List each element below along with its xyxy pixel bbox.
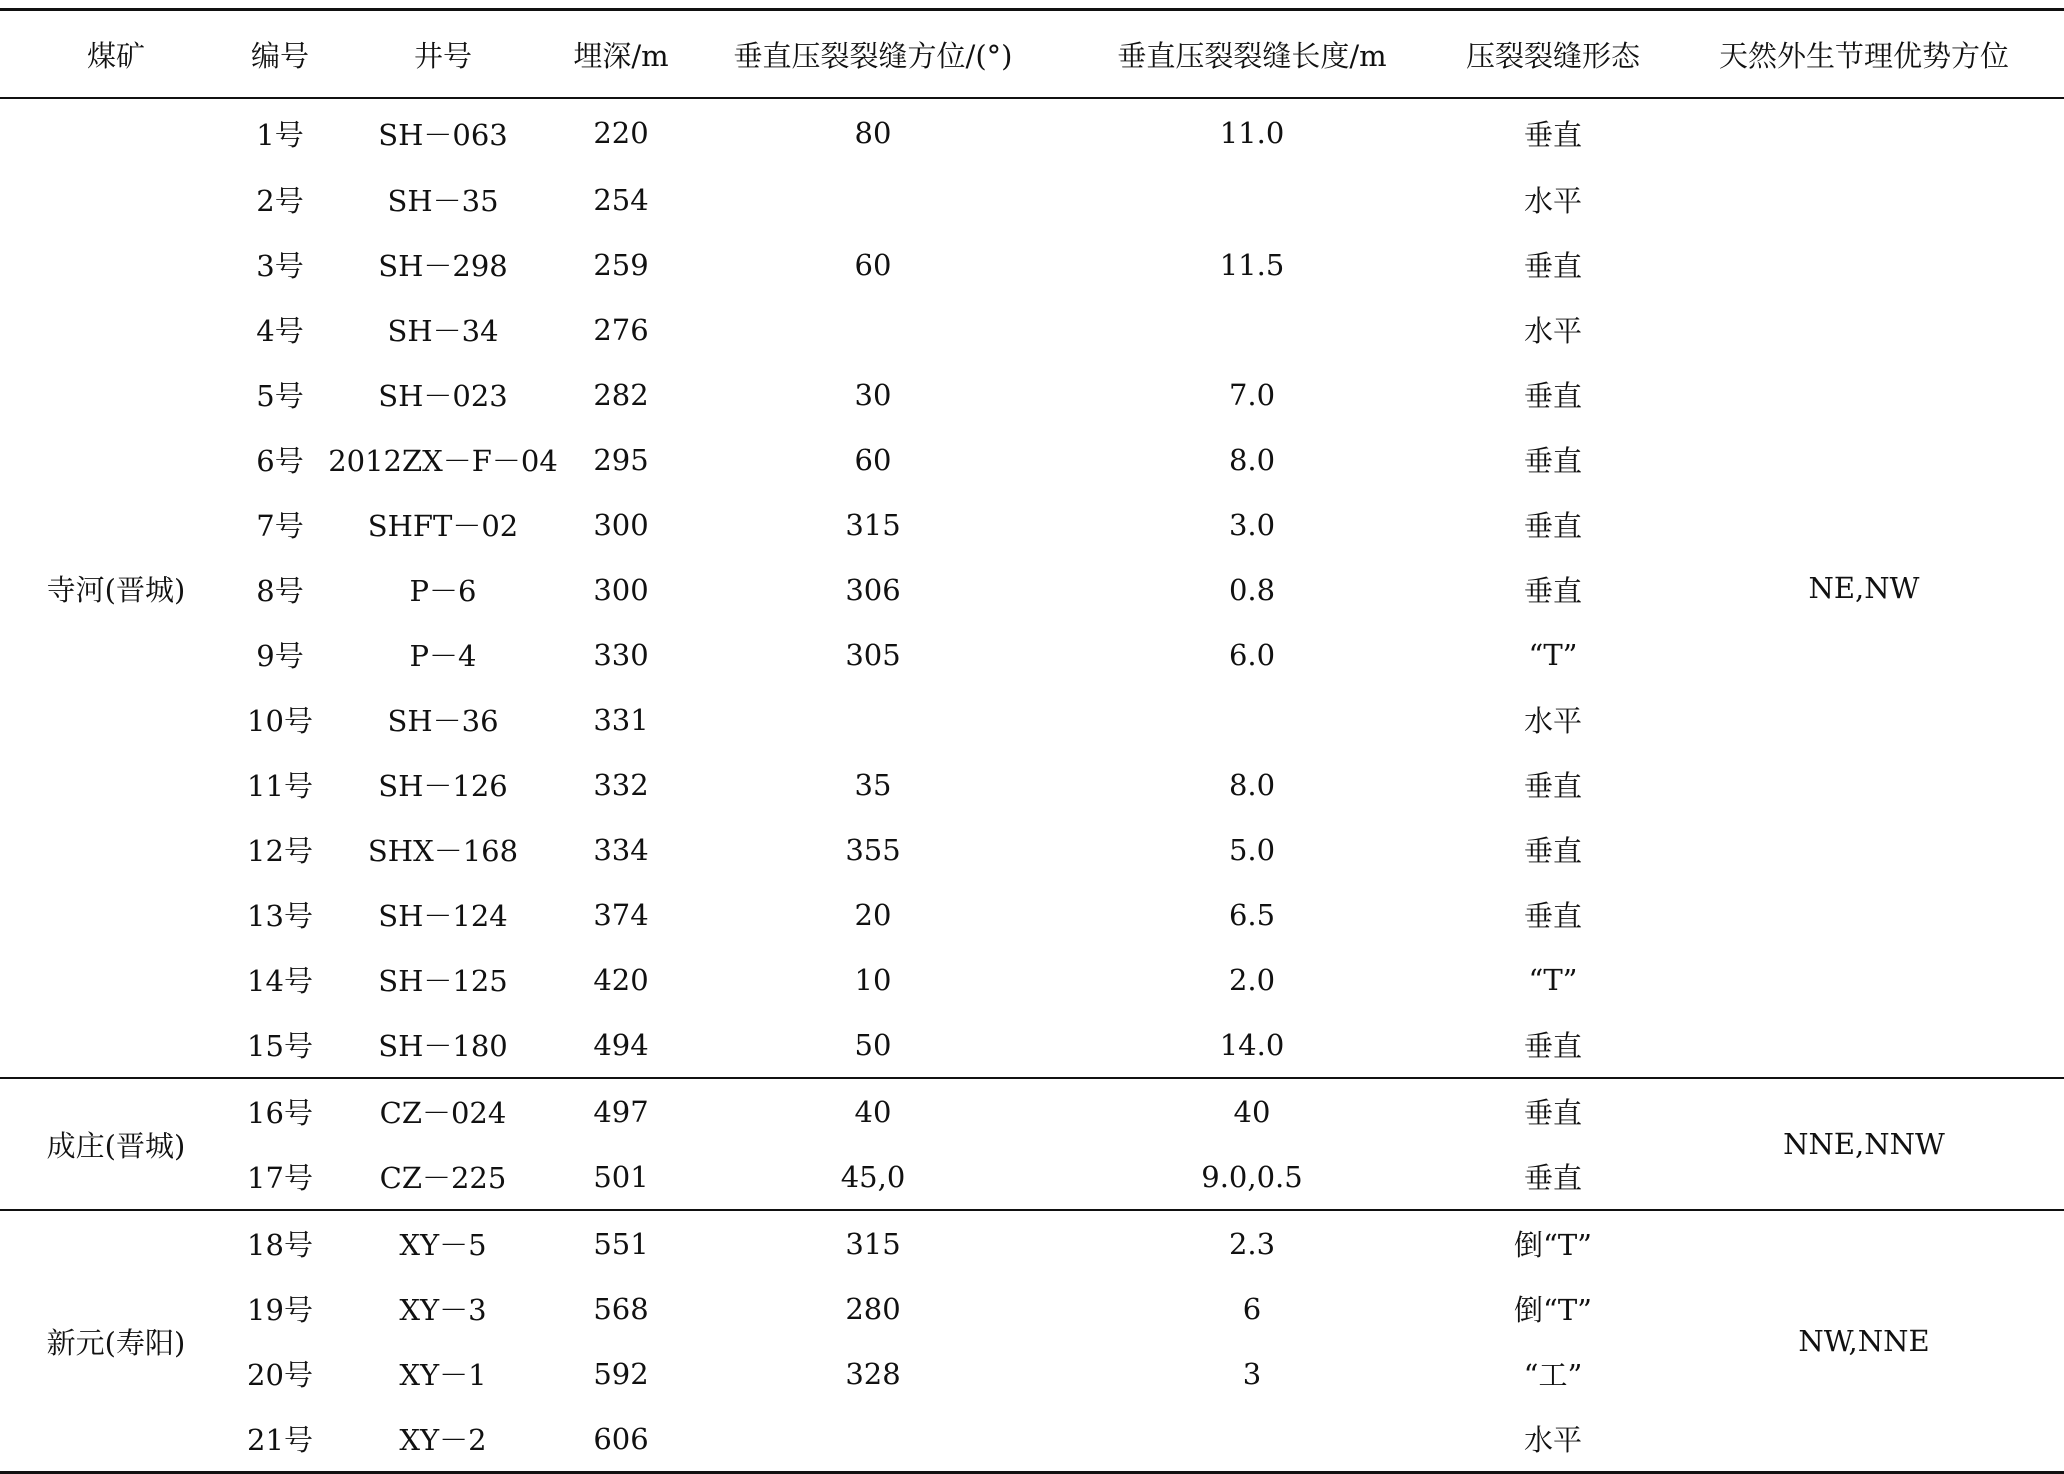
cell-fracture-azimuth: 306 bbox=[845, 572, 901, 607]
cell-fracture-length: 3 bbox=[1242, 1356, 1262, 1391]
cell-fracture-azimuth: 80 bbox=[854, 116, 892, 150]
cell-number: 9号 bbox=[256, 639, 304, 673]
cell-joint-orientation: NE,NW bbox=[1664, 98, 2064, 1078]
table-row bbox=[0, 1078, 2064, 1144]
cell-fracture-shape: 水平 bbox=[1523, 314, 1582, 348]
cell-well-id: SH－34 bbox=[387, 314, 499, 348]
cell-well-id: SH－063 bbox=[378, 117, 508, 152]
cell-fracture-length: 3.0 bbox=[1228, 507, 1276, 542]
table-body bbox=[0, 98, 2064, 1473]
cell-fracture-shape: 垂直 bbox=[1523, 117, 1582, 152]
cell-fracture-shape: 垂直 bbox=[1442, 1012, 1664, 1078]
cell-mine: 成庄(晋城) bbox=[0, 1078, 232, 1210]
cell-well-id: 2012ZX－F－04 bbox=[328, 444, 558, 478]
cell-fracture-shape: 垂直 bbox=[1523, 444, 1582, 478]
cell-depth: 300 bbox=[593, 507, 649, 542]
cell-fracture-shape: 垂直 bbox=[1523, 574, 1582, 608]
cell-fracture-length: 9.0,0.5 bbox=[1062, 1144, 1442, 1210]
cell-mine: 新元(寿阳) bbox=[0, 1210, 232, 1473]
table-header bbox=[0, 10, 2064, 99]
cell-fracture-shape: “工” bbox=[1523, 1358, 1583, 1392]
header-joint-orientation: 天然外生节理优势方位 bbox=[1664, 10, 2064, 99]
cell-fracture-azimuth: 305 bbox=[845, 637, 901, 672]
cell-fracture-azimuth: 60 bbox=[854, 247, 892, 282]
cell-depth: 420 bbox=[593, 962, 649, 997]
cell-well-id: CZ－225 bbox=[328, 1144, 558, 1210]
header-mine: 煤矿 bbox=[0, 10, 232, 99]
header-fracture-length: 垂直压裂裂缝长度/m bbox=[1062, 10, 1442, 99]
header-depth: 埋深/m bbox=[558, 10, 684, 99]
header-number: 编号 bbox=[232, 10, 328, 99]
cell-fracture-shape: “T” bbox=[1528, 962, 1578, 997]
cell-depth: 276 bbox=[593, 312, 649, 347]
table-row bbox=[0, 1210, 2064, 1276]
cell-fracture-shape: 垂直 bbox=[1523, 249, 1582, 283]
cell-fracture-length: 2.3 bbox=[1228, 1226, 1276, 1261]
cell-fracture-length: 7.0 bbox=[1228, 377, 1276, 412]
cell-depth: 331 bbox=[593, 702, 649, 737]
cell-depth: 259 bbox=[593, 247, 649, 282]
cell-number: 6号 bbox=[256, 444, 304, 478]
cell-fracture-shape: 垂直 bbox=[1523, 509, 1582, 543]
cell-fracture-length: 8.0 bbox=[1228, 767, 1276, 802]
cell-fracture-shape: 垂直 bbox=[1442, 1144, 1664, 1210]
cell-well-id: SH－35 bbox=[387, 184, 499, 218]
cell-well-id: SH－298 bbox=[378, 249, 508, 283]
cell-depth: 374 bbox=[593, 897, 649, 932]
cell-number: 13号 bbox=[247, 899, 313, 933]
cell-number: 5号 bbox=[256, 379, 304, 413]
cell-well-id: SH－023 bbox=[378, 379, 508, 413]
cell-fracture-azimuth bbox=[684, 1406, 1062, 1473]
cell-depth: 568 bbox=[593, 1291, 649, 1326]
cell-depth: 606 bbox=[558, 1406, 684, 1473]
cell-fracture-length: 6.0 bbox=[1228, 637, 1276, 672]
cell-depth: 282 bbox=[593, 377, 649, 412]
cell-fracture-azimuth: 50 bbox=[684, 1012, 1062, 1078]
cell-depth: 334 bbox=[593, 832, 649, 867]
cell-fracture-azimuth: 40 bbox=[854, 1094, 892, 1129]
cell-number: 7号 bbox=[256, 509, 304, 543]
cell-number: 20号 bbox=[247, 1358, 313, 1392]
cell-number: 17号 bbox=[232, 1144, 328, 1210]
cell-depth: 494 bbox=[558, 1012, 684, 1078]
cell-fracture-azimuth: 45,0 bbox=[684, 1144, 1062, 1210]
table-row bbox=[0, 98, 2064, 167]
cell-fracture-length: 0.8 bbox=[1228, 572, 1276, 607]
cell-number: 3号 bbox=[256, 249, 304, 283]
cell-well-id: SH－126 bbox=[378, 769, 508, 803]
cell-fracture-azimuth: 315 bbox=[845, 507, 901, 542]
cell-fracture-shape: 倒“T” bbox=[1514, 1228, 1592, 1262]
cell-depth: 501 bbox=[558, 1144, 684, 1210]
cell-fracture-azimuth: 20 bbox=[854, 897, 892, 932]
cell-number: 18号 bbox=[247, 1228, 313, 1262]
cell-fracture-shape: 水平 bbox=[1523, 184, 1582, 218]
cell-well-id: SH－125 bbox=[378, 964, 508, 998]
cell-number: 15号 bbox=[232, 1012, 328, 1078]
cell-well-id: XY－5 bbox=[399, 1228, 487, 1262]
cell-fracture-length: 6 bbox=[1242, 1291, 1262, 1326]
cell-fracture-shape: “T” bbox=[1528, 637, 1578, 672]
header-fracture-azimuth: 垂直压裂裂缝方位/(°) bbox=[684, 10, 1062, 99]
cell-number: 14号 bbox=[247, 964, 313, 998]
cell-depth: 332 bbox=[593, 767, 649, 802]
cell-fracture-length bbox=[1062, 297, 1442, 362]
cell-well-id: SHFT－02 bbox=[367, 509, 519, 543]
cell-fracture-azimuth: 30 bbox=[854, 377, 892, 412]
cell-depth: 300 bbox=[593, 572, 649, 607]
cell-number: 4号 bbox=[256, 314, 304, 348]
cell-depth: 295 bbox=[593, 442, 649, 477]
cell-fracture-shape: 垂直 bbox=[1523, 834, 1582, 868]
cell-fracture-azimuth: 280 bbox=[845, 1291, 901, 1326]
cell-fracture-azimuth: 355 bbox=[845, 832, 901, 867]
cell-fracture-length bbox=[1062, 687, 1442, 752]
cell-number: 12号 bbox=[247, 834, 313, 868]
cell-depth: 551 bbox=[593, 1226, 649, 1261]
header-fracture-shape: 压裂裂缝形态 bbox=[1442, 10, 1664, 99]
cell-fracture-azimuth: 60 bbox=[854, 442, 892, 477]
cell-well-id: XY－1 bbox=[399, 1358, 487, 1392]
cell-fracture-shape: 倒“T” bbox=[1514, 1293, 1592, 1327]
cell-number: 2号 bbox=[256, 184, 304, 218]
cell-fracture-azimuth bbox=[684, 687, 1062, 752]
cell-depth: 497 bbox=[593, 1094, 649, 1129]
cell-fracture-shape: 垂直 bbox=[1523, 899, 1582, 933]
cell-fracture-azimuth: 328 bbox=[845, 1356, 901, 1391]
fracture-data-table bbox=[0, 8, 2064, 1474]
cell-number: 8号 bbox=[256, 574, 304, 608]
cell-fracture-shape: 水平 bbox=[1523, 704, 1582, 738]
cell-well-id: SH－124 bbox=[378, 899, 508, 933]
cell-fracture-length: 8.0 bbox=[1228, 442, 1276, 477]
cell-fracture-length: 11.5 bbox=[1219, 247, 1285, 282]
cell-mine: 寺河(晋城) bbox=[0, 98, 232, 1078]
cell-fracture-length: 2.0 bbox=[1228, 962, 1276, 997]
cell-fracture-azimuth: 35 bbox=[854, 767, 892, 802]
cell-fracture-length: 5.0 bbox=[1228, 832, 1276, 867]
cell-fracture-azimuth bbox=[684, 297, 1062, 362]
cell-fracture-azimuth: 10 bbox=[854, 962, 892, 997]
cell-fracture-length bbox=[1062, 167, 1442, 232]
cell-well-id: XY－3 bbox=[399, 1293, 487, 1327]
cell-number: 21号 bbox=[232, 1406, 328, 1473]
header-well-id: 井号 bbox=[328, 10, 558, 99]
cell-depth: 254 bbox=[593, 182, 649, 217]
cell-number: 19号 bbox=[247, 1293, 313, 1327]
cell-well-id: P－4 bbox=[409, 639, 477, 673]
cell-joint-orientation: NW,NNE bbox=[1664, 1210, 2064, 1473]
cell-number: 11号 bbox=[247, 769, 313, 803]
cell-joint-orientation: NNE,NNW bbox=[1664, 1078, 2064, 1210]
cell-fracture-shape: 垂直 bbox=[1523, 379, 1582, 413]
cell-fracture-shape: 水平 bbox=[1442, 1406, 1664, 1473]
cell-number: 1号 bbox=[256, 117, 304, 152]
cell-depth: 330 bbox=[593, 637, 649, 672]
cell-fracture-length: 40 bbox=[1233, 1094, 1271, 1129]
cell-fracture-azimuth: 315 bbox=[845, 1226, 901, 1261]
cell-fracture-shape: 垂直 bbox=[1523, 1096, 1582, 1130]
cell-depth: 592 bbox=[593, 1356, 649, 1391]
cell-depth: 220 bbox=[593, 116, 649, 150]
header-row bbox=[0, 10, 2064, 99]
cell-fracture-length: 6.5 bbox=[1228, 897, 1276, 932]
cell-fracture-length: 14.0 bbox=[1062, 1012, 1442, 1078]
cell-number: 10号 bbox=[247, 704, 313, 738]
cell-well-id: SH－36 bbox=[387, 704, 499, 738]
cell-fracture-shape: 垂直 bbox=[1523, 769, 1582, 803]
cell-number: 16号 bbox=[247, 1096, 313, 1130]
cell-well-id: P－6 bbox=[409, 574, 477, 608]
cell-well-id: CZ－024 bbox=[379, 1096, 507, 1130]
cell-fracture-azimuth bbox=[684, 167, 1062, 232]
cell-fracture-length: 11.0 bbox=[1219, 116, 1285, 150]
cell-well-id: SHX－168 bbox=[367, 834, 519, 868]
cell-fracture-length bbox=[1062, 1406, 1442, 1473]
cell-well-id: SH－180 bbox=[328, 1012, 558, 1078]
cell-well-id: XY－2 bbox=[328, 1406, 558, 1473]
